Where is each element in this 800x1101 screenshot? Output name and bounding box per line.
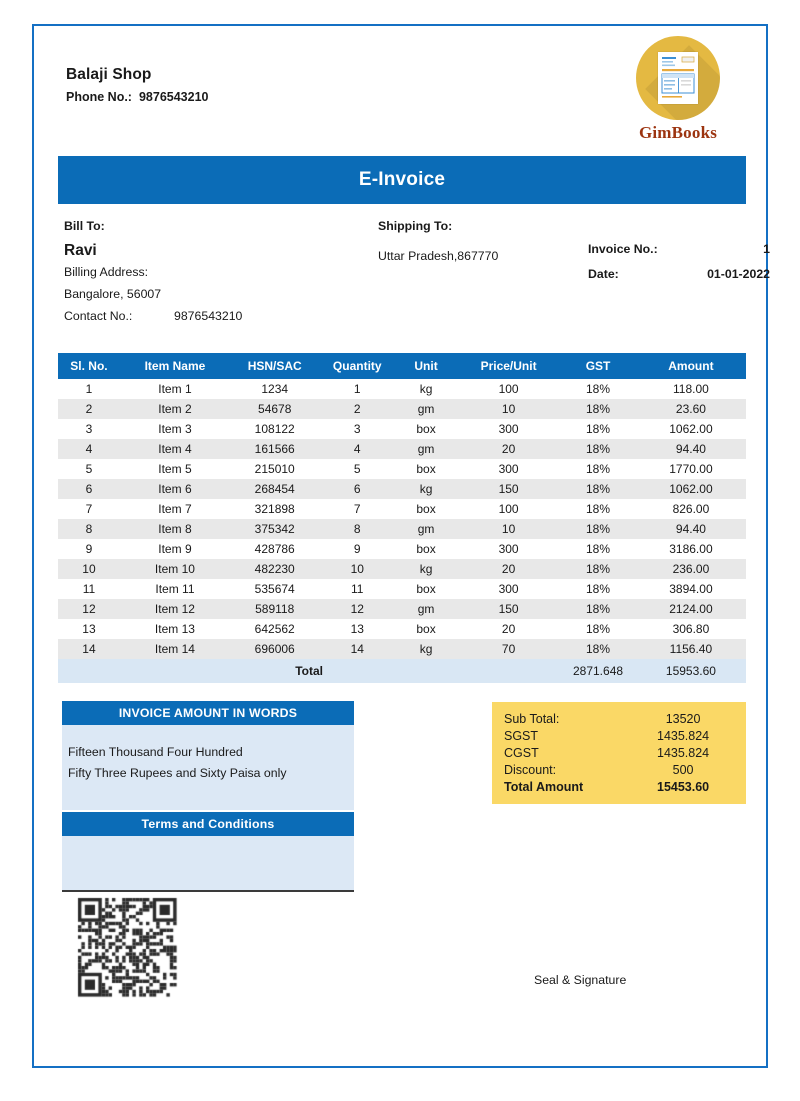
table-row bbox=[58, 439, 746, 459]
customer-contact-value: 9876543210 bbox=[174, 309, 243, 324]
cell-price: 100 bbox=[457, 499, 560, 519]
brand-name: GimBooks bbox=[638, 123, 718, 142]
totals-row bbox=[492, 761, 746, 778]
cell-amount: 306.80 bbox=[636, 619, 746, 639]
seller-phone bbox=[66, 90, 209, 104]
customer-name: Ravi bbox=[64, 242, 97, 259]
cell-hsn-sac: 535674 bbox=[230, 579, 319, 599]
cell-unit: box bbox=[395, 459, 457, 479]
cell-sl-no: 5 bbox=[58, 459, 120, 479]
column-header-gst: GST bbox=[560, 353, 636, 379]
cell-price: 300 bbox=[457, 419, 560, 439]
cell-amount: 118.00 bbox=[636, 379, 746, 399]
cell-amount: 1062.00 bbox=[636, 419, 746, 439]
table-row bbox=[58, 639, 746, 659]
cell-unit: kg bbox=[395, 559, 457, 579]
page-title: E-Invoice bbox=[58, 156, 746, 204]
cell-unit: box bbox=[395, 619, 457, 639]
amount-in-words-heading: INVOICE AMOUNT IN WORDS bbox=[62, 701, 354, 725]
cell-price: 100 bbox=[457, 379, 560, 399]
column-header-price: Price/Unit bbox=[457, 353, 560, 379]
cell-hsn-sac: 161566 bbox=[230, 439, 319, 459]
totals-row-label: SGST bbox=[504, 728, 539, 743]
cell-gst: 18% bbox=[560, 419, 636, 439]
column-header-unit: Unit bbox=[395, 353, 457, 379]
totals-row-label: Sub Total: bbox=[504, 711, 560, 726]
amount-in-words-line-1: Fifteen Thousand Four Hundred bbox=[68, 745, 243, 759]
cell-unit: gm bbox=[395, 599, 457, 619]
shipping-address-value: Uttar Pradesh,867770 bbox=[378, 249, 499, 263]
line-items-table bbox=[58, 353, 746, 683]
seller-name: Balaji Shop bbox=[66, 66, 152, 83]
amount-in-words-panel bbox=[62, 701, 354, 810]
cell-gst: 18% bbox=[560, 559, 636, 579]
terms-panel bbox=[62, 812, 354, 892]
cell-sl-no: 4 bbox=[58, 439, 120, 459]
cell-gst: 18% bbox=[560, 379, 636, 399]
cell-hsn-sac: 54678 bbox=[230, 399, 319, 419]
cell-amount: 236.00 bbox=[636, 559, 746, 579]
table-row bbox=[58, 399, 746, 419]
totals-rows bbox=[492, 710, 746, 778]
cell-item-name: Item 1 bbox=[120, 379, 230, 399]
invoice-meta-block bbox=[588, 242, 770, 292]
cell-item-name: Item 14 bbox=[120, 639, 230, 659]
cell-sl-no: 7 bbox=[58, 499, 120, 519]
gimbooks-document-icon bbox=[636, 36, 720, 120]
seller-block bbox=[66, 66, 209, 104]
cell-hsn-sac: 589118 bbox=[230, 599, 319, 619]
cell-unit: gm bbox=[395, 439, 457, 459]
cell-quantity: 14 bbox=[319, 639, 395, 659]
invoice-date-label: Date: bbox=[588, 267, 619, 281]
cell-item-name: Item 6 bbox=[120, 479, 230, 499]
table-row bbox=[58, 539, 746, 559]
cell-unit: box bbox=[395, 539, 457, 559]
totals-row-value: 500 bbox=[672, 762, 694, 777]
invoice-number-label: Invoice No.: bbox=[588, 242, 658, 256]
cell-unit: kg bbox=[395, 479, 457, 499]
cell-amount: 94.40 bbox=[636, 439, 746, 459]
total-amount-value: 15953.60 bbox=[636, 659, 746, 683]
ship-to-heading: Shipping To: bbox=[378, 219, 453, 233]
column-header-quantity: Quantity bbox=[319, 353, 395, 379]
cell-item-name: Item 7 bbox=[120, 499, 230, 519]
cell-hsn-sac: 696006 bbox=[230, 639, 319, 659]
table-total-row bbox=[58, 659, 746, 683]
cell-price: 300 bbox=[457, 539, 560, 559]
seller-phone-label: Phone No.: bbox=[66, 90, 132, 104]
cell-item-name: Item 5 bbox=[120, 459, 230, 479]
cell-amount: 1062.00 bbox=[636, 479, 746, 499]
table-row bbox=[58, 459, 746, 479]
cell-unit: box bbox=[395, 579, 457, 599]
table-row bbox=[58, 419, 746, 439]
table-header bbox=[58, 353, 746, 379]
cell-gst: 18% bbox=[560, 519, 636, 539]
billing-address-label: Billing Address: bbox=[64, 265, 149, 279]
cell-unit: kg bbox=[395, 379, 457, 399]
cell-quantity: 13 bbox=[319, 619, 395, 639]
cell-hsn-sac: 1234 bbox=[230, 379, 319, 399]
cell-amount: 1770.00 bbox=[636, 459, 746, 479]
cell-unit: gm bbox=[395, 399, 457, 419]
cell-sl-no: 2 bbox=[58, 399, 120, 419]
cell-quantity: 9 bbox=[319, 539, 395, 559]
cell-sl-no: 10 bbox=[58, 559, 120, 579]
cell-item-name: Item 11 bbox=[120, 579, 230, 599]
logo-document-svg bbox=[658, 52, 698, 104]
invoice-body bbox=[34, 26, 770, 1066]
cell-item-name: Item 4 bbox=[120, 439, 230, 459]
cell-sl-no: 14 bbox=[58, 639, 120, 659]
totals-row-value: 13520 bbox=[665, 711, 701, 726]
cell-quantity: 10 bbox=[319, 559, 395, 579]
cell-gst: 18% bbox=[560, 579, 636, 599]
cell-gst: 18% bbox=[560, 599, 636, 619]
table-row bbox=[58, 579, 746, 599]
table-row bbox=[58, 519, 746, 539]
cell-price: 20 bbox=[457, 559, 560, 579]
cell-price: 300 bbox=[457, 579, 560, 599]
totals-row-value: 1435.824 bbox=[657, 728, 710, 743]
cell-quantity: 8 bbox=[319, 519, 395, 539]
qr-code-canvas bbox=[69, 895, 208, 1001]
table-body bbox=[58, 379, 746, 659]
cell-item-name: Item 10 bbox=[120, 559, 230, 579]
bill-to-block bbox=[64, 219, 354, 323]
brand-logo bbox=[617, 36, 739, 143]
cell-sl-no: 3 bbox=[58, 419, 120, 439]
cell-quantity: 1 bbox=[319, 379, 395, 399]
cell-item-name: Item 2 bbox=[120, 399, 230, 419]
totals-row-value: 1435.824 bbox=[657, 745, 710, 760]
cell-hsn-sac: 428786 bbox=[230, 539, 319, 559]
billing-address-value: Bangalore, 56007 bbox=[64, 287, 162, 302]
totals-row bbox=[492, 727, 746, 744]
cell-price: 10 bbox=[457, 399, 560, 419]
cell-sl-no: 1 bbox=[58, 379, 120, 399]
table-footer bbox=[58, 659, 746, 683]
customer-contact-row bbox=[64, 309, 354, 323]
invoice-page bbox=[32, 24, 768, 1068]
table-row bbox=[58, 619, 746, 639]
column-header-hsn-sac: HSN/SAC bbox=[230, 353, 319, 379]
totals-summary-panel bbox=[492, 702, 746, 804]
cell-amount: 94.40 bbox=[636, 519, 746, 539]
logo-document-page bbox=[658, 52, 698, 104]
cell-price: 20 bbox=[457, 619, 560, 639]
table-row bbox=[58, 479, 746, 499]
terms-body bbox=[62, 836, 354, 892]
cell-quantity: 5 bbox=[319, 459, 395, 479]
table-row bbox=[58, 599, 746, 619]
cell-amount: 826.00 bbox=[636, 499, 746, 519]
cell-amount: 1156.40 bbox=[636, 639, 746, 659]
cell-gst: 18% bbox=[560, 539, 636, 559]
cell-quantity: 7 bbox=[319, 499, 395, 519]
cell-quantity: 3 bbox=[319, 419, 395, 439]
totals-row-label: Discount: bbox=[504, 762, 557, 777]
table-row bbox=[58, 379, 746, 399]
cell-sl-no: 11 bbox=[58, 579, 120, 599]
cell-unit: gm bbox=[395, 519, 457, 539]
cell-hsn-sac: 108122 bbox=[230, 419, 319, 439]
seal-and-signature-label: Seal & Signature bbox=[534, 973, 627, 987]
qr-code-icon bbox=[69, 895, 208, 1001]
total-gst-value: 2871.648 bbox=[560, 659, 636, 683]
ship-to-block bbox=[378, 219, 578, 266]
cell-sl-no: 8 bbox=[58, 519, 120, 539]
cell-item-name: Item 3 bbox=[120, 419, 230, 439]
cell-unit: box bbox=[395, 499, 457, 519]
cell-hsn-sac: 642562 bbox=[230, 619, 319, 639]
grand-total-row bbox=[492, 778, 746, 795]
amount-in-words-body bbox=[62, 725, 354, 810]
cell-price: 150 bbox=[457, 479, 560, 499]
column-header-sl-no: Sl. No. bbox=[58, 353, 120, 379]
cell-sl-no: 12 bbox=[58, 599, 120, 619]
cell-item-name: Item 9 bbox=[120, 539, 230, 559]
cell-hsn-sac: 215010 bbox=[230, 459, 319, 479]
cell-gst: 18% bbox=[560, 479, 636, 499]
invoice-date-value: 01-01-2022 bbox=[707, 267, 770, 281]
cell-sl-no: 13 bbox=[58, 619, 120, 639]
table-header-row bbox=[58, 353, 746, 379]
cell-quantity: 2 bbox=[319, 399, 395, 419]
cell-sl-no: 6 bbox=[58, 479, 120, 499]
cell-quantity: 12 bbox=[319, 599, 395, 619]
cell-unit: kg bbox=[395, 639, 457, 659]
cell-sl-no: 9 bbox=[58, 539, 120, 559]
cell-amount: 3894.00 bbox=[636, 579, 746, 599]
cell-amount: 2124.00 bbox=[636, 599, 746, 619]
grand-total-value: 15453.60 bbox=[657, 779, 710, 794]
cell-price: 20 bbox=[457, 439, 560, 459]
terms-heading: Terms and Conditions bbox=[62, 812, 354, 836]
invoice-number-row bbox=[588, 242, 770, 256]
totals-row bbox=[492, 744, 746, 761]
invoice-number-value: 1 bbox=[763, 242, 770, 256]
cell-price: 70 bbox=[457, 639, 560, 659]
cell-item-name: Item 13 bbox=[120, 619, 230, 639]
table-row bbox=[58, 559, 746, 579]
cell-gst: 18% bbox=[560, 459, 636, 479]
cell-amount: 3186.00 bbox=[636, 539, 746, 559]
customer-contact-label: Contact No.: bbox=[64, 309, 133, 324]
cell-gst: 18% bbox=[560, 399, 636, 419]
seller-phone-value: 9876543210 bbox=[138, 90, 209, 104]
cell-amount: 23.60 bbox=[636, 399, 746, 419]
cell-quantity: 4 bbox=[319, 439, 395, 459]
grand-total-label: Total Amount bbox=[504, 779, 584, 794]
total-label: Total bbox=[58, 659, 560, 683]
cell-gst: 18% bbox=[560, 619, 636, 639]
cell-gst: 18% bbox=[560, 639, 636, 659]
bill-to-heading: Bill To: bbox=[64, 219, 105, 233]
cell-hsn-sac: 321898 bbox=[230, 499, 319, 519]
cell-quantity: 6 bbox=[319, 479, 395, 499]
cell-hsn-sac: 268454 bbox=[230, 479, 319, 499]
cell-hsn-sac: 482230 bbox=[230, 559, 319, 579]
cell-price: 300 bbox=[457, 459, 560, 479]
amount-in-words-line-2: Fifty Three Rupees and Sixty Paisa only bbox=[68, 766, 287, 781]
parties-section bbox=[58, 219, 770, 339]
cell-item-name: Item 12 bbox=[120, 599, 230, 619]
totals-row-label: CGST bbox=[504, 745, 539, 760]
cell-price: 10 bbox=[457, 519, 560, 539]
table-row bbox=[58, 499, 746, 519]
invoice-date-row bbox=[588, 267, 770, 281]
invoice-header bbox=[34, 26, 766, 150]
column-header-item-name: Item Name bbox=[120, 353, 230, 379]
cell-price: 150 bbox=[457, 599, 560, 619]
cell-item-name: Item 8 bbox=[120, 519, 230, 539]
cell-quantity: 11 bbox=[319, 579, 395, 599]
cell-unit: box bbox=[395, 419, 457, 439]
cell-gst: 18% bbox=[560, 439, 636, 459]
totals-row bbox=[492, 710, 746, 727]
column-header-amount: Amount bbox=[636, 353, 746, 379]
cell-gst: 18% bbox=[560, 499, 636, 519]
cell-hsn-sac: 375342 bbox=[230, 519, 319, 539]
